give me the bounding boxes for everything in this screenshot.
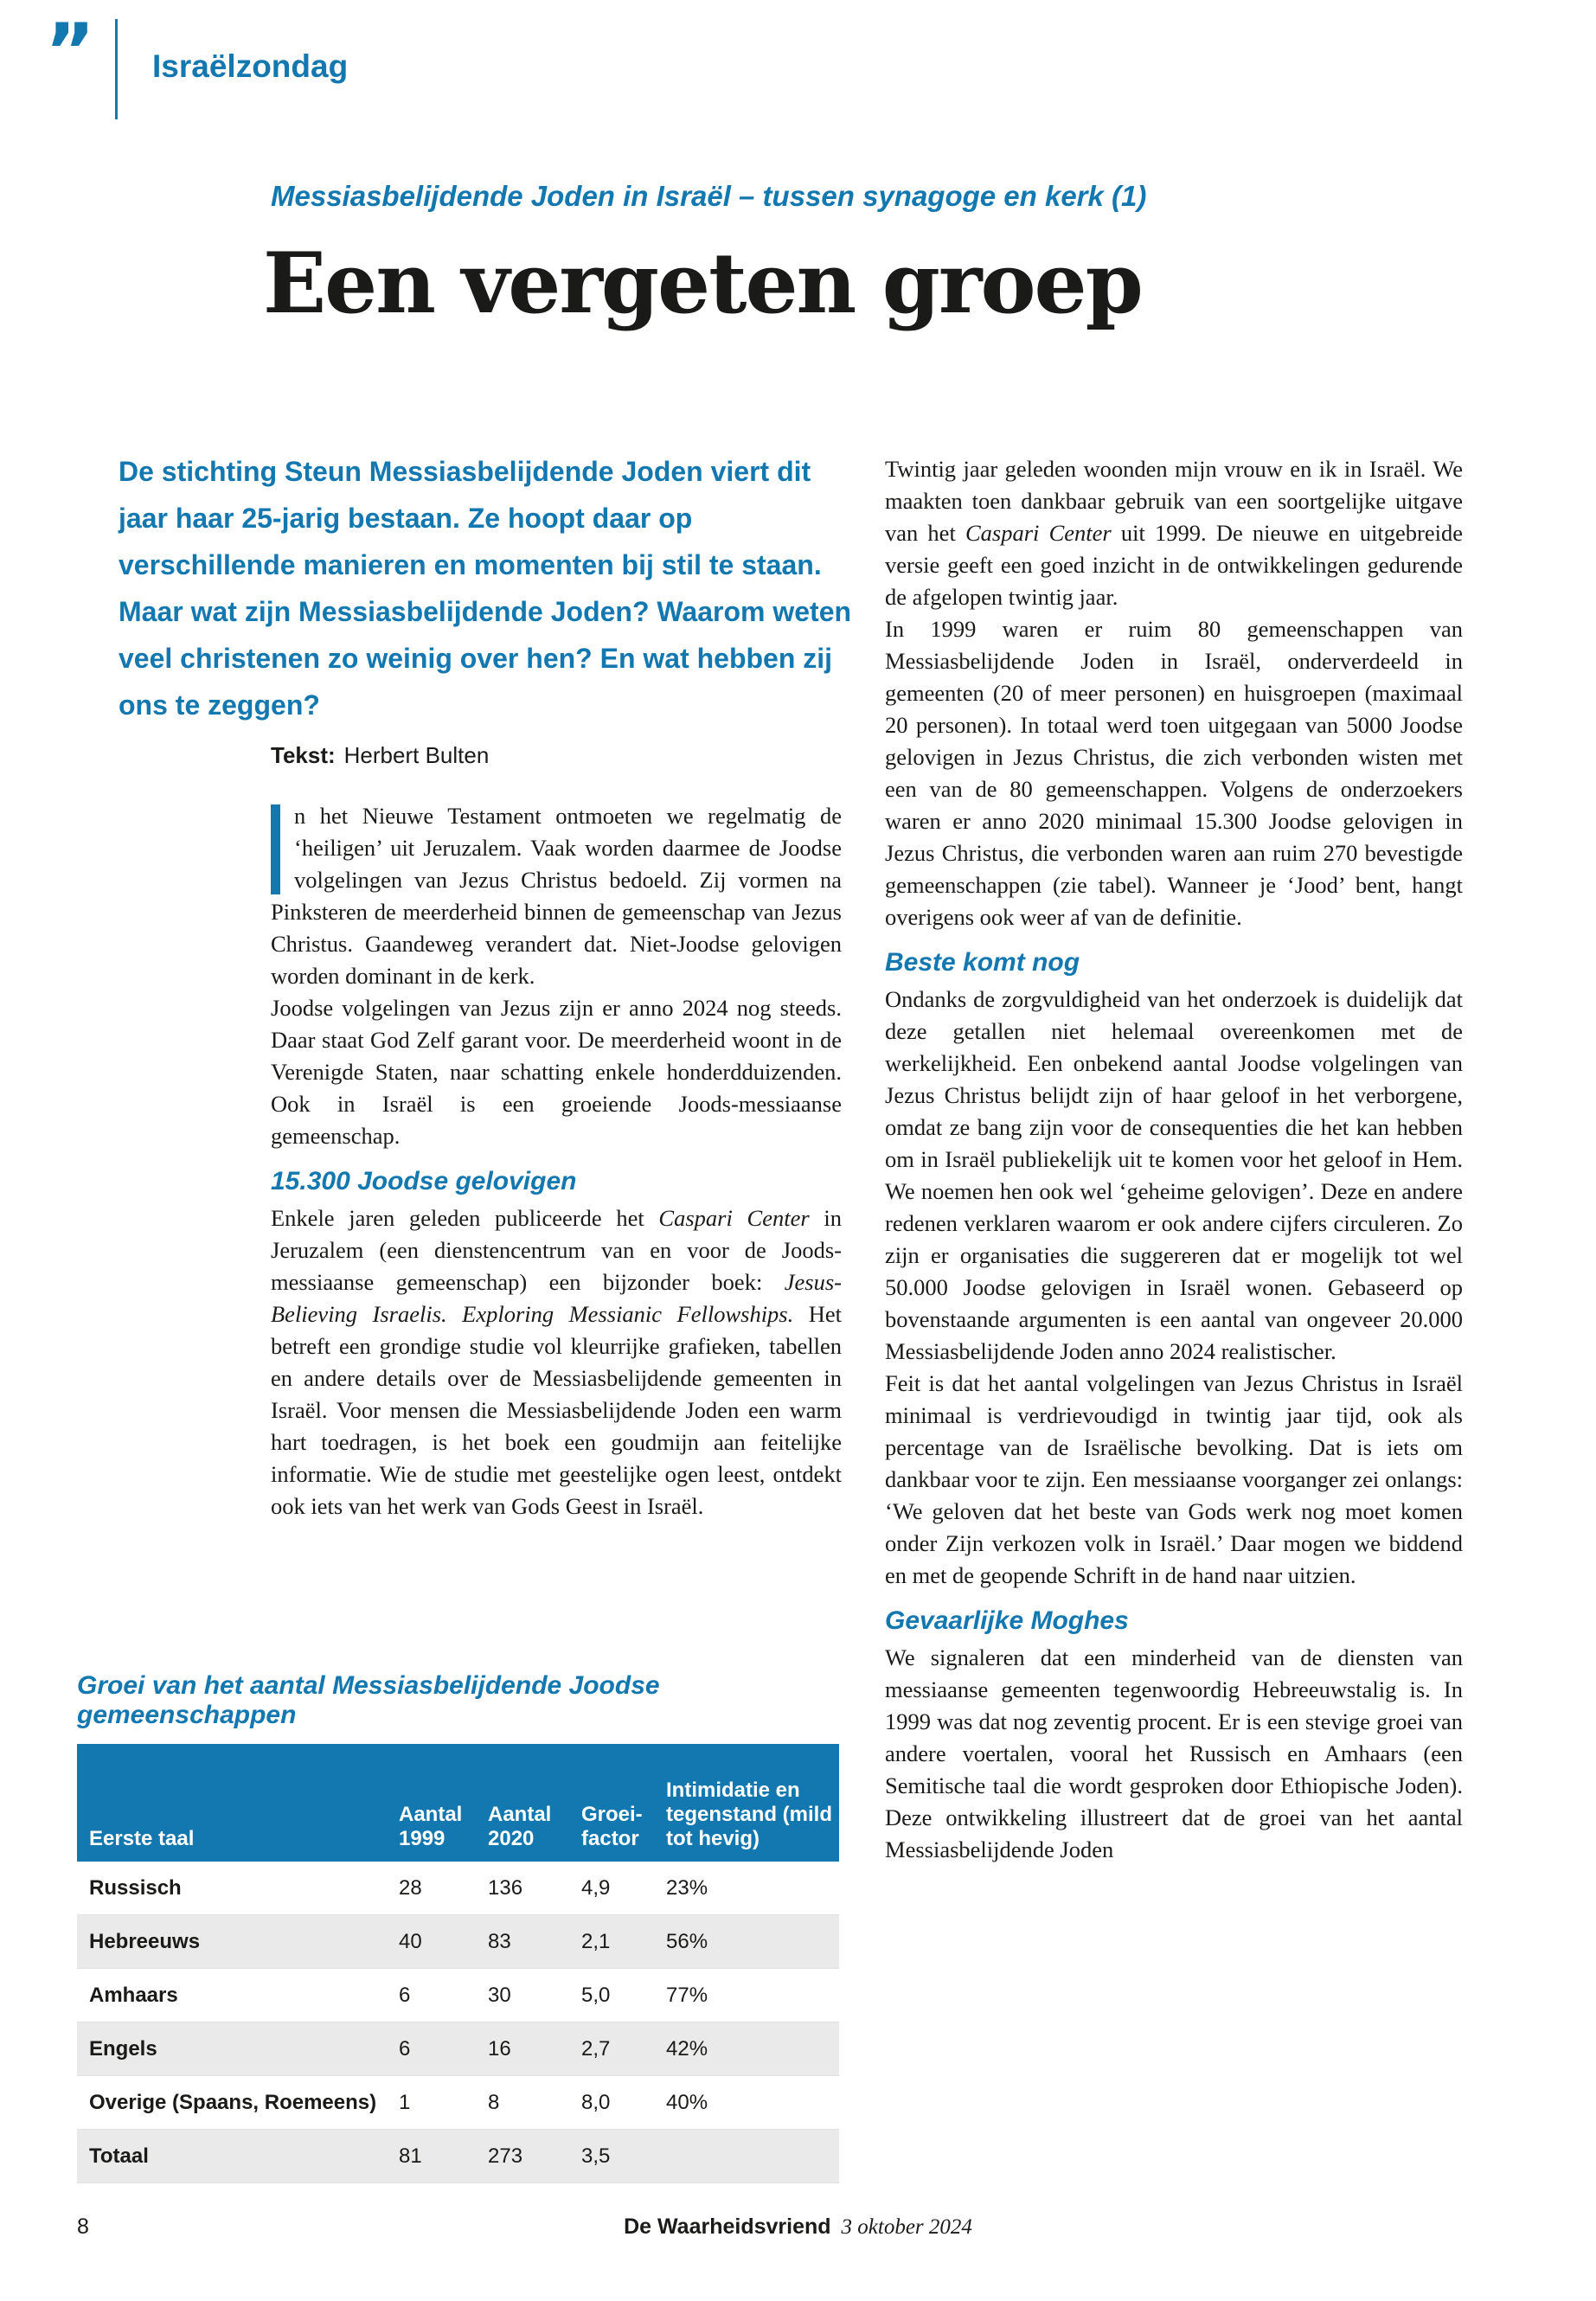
table-row xyxy=(77,1862,839,1915)
article-intro: De stichting Steun Messiasbelijdende Joden viert dit jaar haar 25-jarig bestaan. Ze hoopt daar op verschillende manieren en momenten bij stil te staan. Maar wat zijn Messiasbelijdende Joden? Waarom weten veel christenen zo weinig over hen? En wat hebben zij ons te zeggen? xyxy=(119,456,852,721)
byline-name: Herbert Bulten xyxy=(343,742,490,768)
subheading-15300-joodse-gelovigen: 15.300 Joodse gelovigen xyxy=(271,1167,577,1195)
table-cell: Engels xyxy=(77,2022,387,2076)
article-title: Een vergeten groep xyxy=(263,234,1142,332)
table-row xyxy=(77,1915,839,1969)
table-cell: 23% xyxy=(654,1862,839,1915)
footer-brand: De Waarheidsvriend xyxy=(624,2214,831,2239)
section-title: Israëlzondag xyxy=(152,48,349,84)
byline-label: Tekst: xyxy=(271,742,336,768)
article-kicker: Messiasbelijdende Joden in Israël – tussen synagoge en kerk (1) xyxy=(271,180,1147,212)
table-header-cell: Aantal 2020 xyxy=(476,1744,569,1862)
table-cell: 28 xyxy=(387,1862,476,1915)
table-cell: Amhaars xyxy=(77,1969,387,2022)
table-cell: 81 xyxy=(387,2130,476,2183)
paragraph xyxy=(271,1202,842,1522)
table-cell: 16 xyxy=(476,2022,569,2076)
paragraph: We signaleren dat een minderheid van de diensten van messiaanse gemeenten tegenwoordig Hebreeuwstalig is. In 1999 was dat nog zeventig procent. Er is een stevige groei van andere voertalen, vooral het Russisch en Amhaars (een Semitische taal die wordt gesproken door Ethiopische Joden). Deze ontwikkeling illustreert dat de groei van het aantal Messiasbelijdende Joden xyxy=(885,1644,1463,1862)
paragraph-text: in Jeruzalem (een dienstencentrum van en voor de Joods-messiaanse gemeenschap) een bijzonder boek: xyxy=(271,1205,842,1295)
table-cell: Hebreeuws xyxy=(77,1915,387,1969)
paragraph-text: Twintig jaar geleden woonden mijn vrouw en ik in Israël. We maakten toen dankbaar gebruik van een soortgelijke uitgave van het xyxy=(885,456,1463,546)
left-column xyxy=(271,800,842,1522)
table-cell: 3,5 xyxy=(569,2130,654,2183)
table-row xyxy=(77,1969,839,2022)
table-row xyxy=(77,2130,839,2183)
subheading-beste-komt-nog: Beste komt nog xyxy=(885,948,1080,977)
table-cell: 4,9 xyxy=(569,1862,654,1915)
table-cell: 56% xyxy=(654,1915,839,1969)
table-cell: 273 xyxy=(476,2130,569,2183)
table-cell: 2,1 xyxy=(569,1915,654,1969)
page-number: 8 xyxy=(77,2214,89,2239)
table-cell: 6 xyxy=(387,1969,476,2022)
table-cell: 8 xyxy=(476,2076,569,2130)
table-header-row xyxy=(77,1744,839,1862)
paragraph xyxy=(885,453,1463,613)
table-cell: Overige (Spaans, Roemeens) xyxy=(77,2076,387,2130)
table-cell: 5,0 xyxy=(569,1969,654,2022)
paragraph: Joodse volgelingen van Jezus zijn er anno 2024 nog steeds. Daar staat God Zelf garant voor. De meerderheid woont in de Verenigde Staten, naar schatting enkele honderdduizenden. Ook in Israël is een groeiende Joods-messiaanse gemeenschap. xyxy=(271,995,842,1149)
byline xyxy=(271,742,489,769)
paragraph-text: Enkele jaren geleden publiceerde het xyxy=(271,1205,659,1231)
paragraph-text: uit 1999. De nieuwe en uitgebreide versie geeft een goed inzicht in de ontwikkelingen gedurende de afgelopen twintig jaar. xyxy=(885,520,1464,610)
growth-table xyxy=(77,1744,839,2183)
table-cell xyxy=(654,2130,839,2183)
italic-caspari-center: Caspari Center xyxy=(965,520,1112,546)
table-cell: 6 xyxy=(387,2022,476,2076)
table-cell: 8,0 xyxy=(569,2076,654,2130)
table-cell: 2,7 xyxy=(569,2022,654,2076)
table-cell: Totaal xyxy=(77,2130,387,2183)
table-cell: 30 xyxy=(476,1969,569,2022)
paragraph: Ondanks de zorgvuldigheid van het onderzoek is duidelijk dat deze getallen niet helemaal overeenkomen met de werkelijkheid. Een onbekend aantal Joodse volgelingen van Jezus Christus belijdt zijn of haar geloof in het verborgene, omdat ze bang zijn voor de consequenties die het kan hebben om in Israël publiekelijk uit te komen voor het geloof in Hem. We noemen hen ook wel ‘geheime gelovigen’. Deze en andere redenen verklaren waarom er ook andere cijfers circuleren. Zo zijn er organisaties die suggereren dat er mogelijk tot wel 50.000 Joodse gelovigen in Israël wonen. Gebaseerd op bovenstaande argumenten is een aantal van ongeveer 20.000 Messiasbelijdende Joden anno 2024 realistischer. xyxy=(885,986,1463,1364)
paragraph-text: Het betreft een grondige studie vol kleurrijke grafieken, tabellen en andere details over de Messiasbelijdende gemeenten in Israël. Voor mensen die Messiasbelijdende Joden een warm hart toedragen, is het boek een goudmijn aan feitelijke informatie. Wie de studie met geestelijke ogen leest, ontdekt ook iets van het werk van Gods Geest in Israël. xyxy=(271,1301,842,1519)
table-cell: 40 xyxy=(387,1915,476,1969)
quote-mark-icon: ” xyxy=(45,7,95,96)
table-cell: 83 xyxy=(476,1915,569,1969)
table-cell: 77% xyxy=(654,1969,839,2022)
right-column xyxy=(885,453,1463,1866)
table-row xyxy=(77,2022,839,2076)
footer-date: 3 oktober 2024 xyxy=(841,2215,972,2239)
dropcap-bar xyxy=(271,804,280,894)
table-row xyxy=(77,2076,839,2130)
table-header-cell: Groei-factor xyxy=(569,1744,654,1862)
table-header-cell: Eerste taal xyxy=(77,1744,387,1862)
subheading-gevaarlijke-moghes: Gevaarlijke Moghes xyxy=(885,1606,1129,1635)
table-cell: 42% xyxy=(654,2022,839,2076)
table-header-cell: Aantal 1999 xyxy=(387,1744,476,1862)
table-cell: 136 xyxy=(476,1862,569,1915)
paragraph: Feit is dat het aantal volgelingen van Jezus Christus in Israël minimaal is verdrievoudigd in twintig jaar tijd, ook als percentage van de Israëlische bevolking. Dat is iets om dankbaar voor te zijn. Een messiaanse voorganger zei onlangs: ‘We geloven dat het beste van Gods werk nog moet komen onder Zijn verkozen volk in Israël.’ Daar mogen we biddend en met de geopende Schrift in de hand naar uitzien. xyxy=(885,1370,1463,1588)
italic-book-title: Jesus-Believing Israelis. Exploring Messianic Fellowships. xyxy=(271,1269,842,1327)
italic-caspari-center: Caspari Center xyxy=(658,1205,810,1231)
paragraph-text: n het Nieuwe Testament ontmoeten we regelmatig de ‘heiligen’ uit Jeruzalem. Vaak worden daarmee de Joodse volgelingen van Jezus Christus bedoeld. Zij vormen na Pinksteren de meerderheid binnen de gemeenschap van Jezus Christus. Gaandeweg verandert dat. Niet-Joodse gelovigen worden dominant in de kerk. xyxy=(271,803,842,989)
table-caption: Groei van het aantal Messiasbelijdende Joodse gemeenschappen xyxy=(77,1671,660,1729)
paragraph: In 1999 waren er ruim 80 gemeenschappen van Messiasbelijdende Joden in Israël, onderverdeeld in gemeenten (20 of meer personen) en huisgroepen (maximaal 20 personen). In totaal werd toen uitgegaan van 5000 Joodse gelovigen in Jezus Christus, die zich verbonden wisten met een van de 80 gemeenschappen. Volgens de onderzoekers waren er anno 2020 minimaal 15.300 Joodse gelovigen in Jezus Christus, die verbonden waren aan ruim 270 bevestigde gemeenschappen (zie tabel). Wanneer je ‘Jood’ bent, hangt overigens ook weer af van de definitie. xyxy=(885,616,1463,930)
masthead-divider xyxy=(115,19,118,119)
table-cell: 40% xyxy=(654,2076,839,2130)
table-cell: 1 xyxy=(387,2076,476,2130)
table-header-cell: Intimidatie en tegenstand (mild tot hevig) xyxy=(654,1744,839,1862)
table-cell: Russisch xyxy=(77,1862,387,1915)
table-section xyxy=(77,1671,839,2183)
footer xyxy=(0,2214,1596,2240)
paragraph xyxy=(271,800,842,992)
